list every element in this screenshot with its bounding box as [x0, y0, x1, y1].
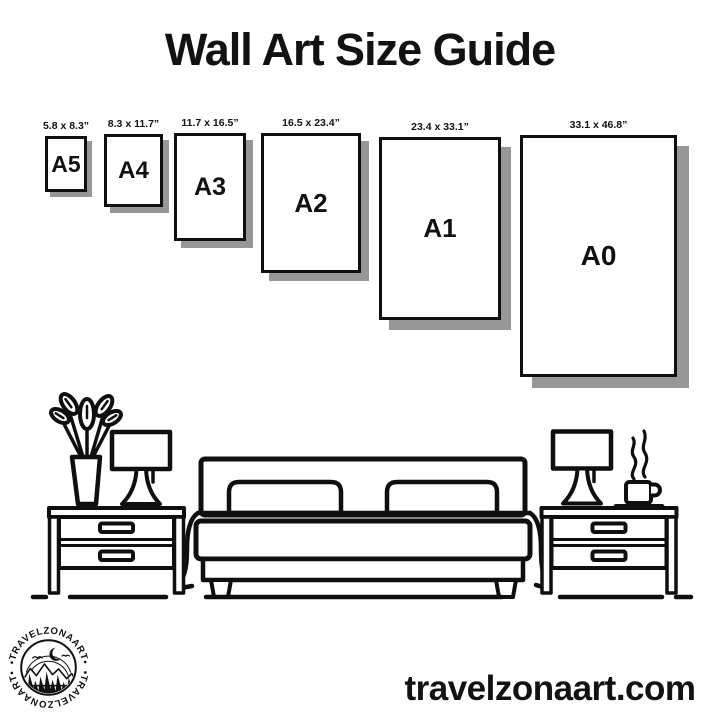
size-label-a5: 5.8 x 8.3” [42, 120, 90, 132]
website-url: travelzonaart.com [404, 669, 696, 708]
paper-box-a2 [261, 133, 361, 273]
bedroom-illustration [0, 389, 720, 601]
paper-box-a0 [520, 135, 677, 377]
paper-box-a4 [104, 134, 163, 207]
paper-name-a3: A3 [194, 172, 226, 201]
page-title: Wall Art Size Guide [164, 24, 556, 75]
paper-box-a3 [174, 133, 246, 241]
paper-name-a4: A4 [118, 156, 149, 184]
paper-size-a3 [174, 117, 246, 241]
size-label-a2: 16.5 x 23.4” [282, 117, 340, 129]
paper-name-a1: A1 [423, 213, 457, 243]
paper-size-a4 [104, 118, 163, 207]
paper-box-a5 [45, 136, 87, 192]
size-label-a1: 23.4 x 33.1” [411, 121, 469, 133]
size-label-a0: 33.1 x 46.8” [569, 119, 628, 131]
logo-ring-text-top: •TRAVELZONAART• [6, 625, 91, 666]
paper-size-a2 [261, 117, 361, 273]
nightstand-left [49, 508, 184, 593]
size-label-a4: 8.3 x 11.7” [107, 118, 160, 130]
paper-size-a5 [42, 120, 90, 192]
lamp-left-icon [112, 432, 170, 504]
paper-name-a5: A5 [51, 150, 81, 177]
pillow-left [229, 482, 341, 513]
paper-name-a0: A0 [580, 240, 617, 271]
paper-size-a1 [379, 121, 501, 320]
paper-size-a0 [520, 119, 677, 377]
coffee-cup-icon [616, 431, 662, 507]
nightstand-right [542, 508, 677, 593]
size-label-a3: 11.7 x 16.5” [181, 117, 239, 129]
pillow-right [387, 482, 497, 513]
bed-icon [180, 459, 547, 597]
logo-ring-text-bottom: •TRAVELZONAART• [6, 669, 91, 710]
paper-name-a2: A2 [294, 187, 328, 218]
lamp-right-icon [553, 432, 611, 504]
paper-box-a1 [379, 137, 501, 320]
logo-badge [2, 621, 95, 714]
